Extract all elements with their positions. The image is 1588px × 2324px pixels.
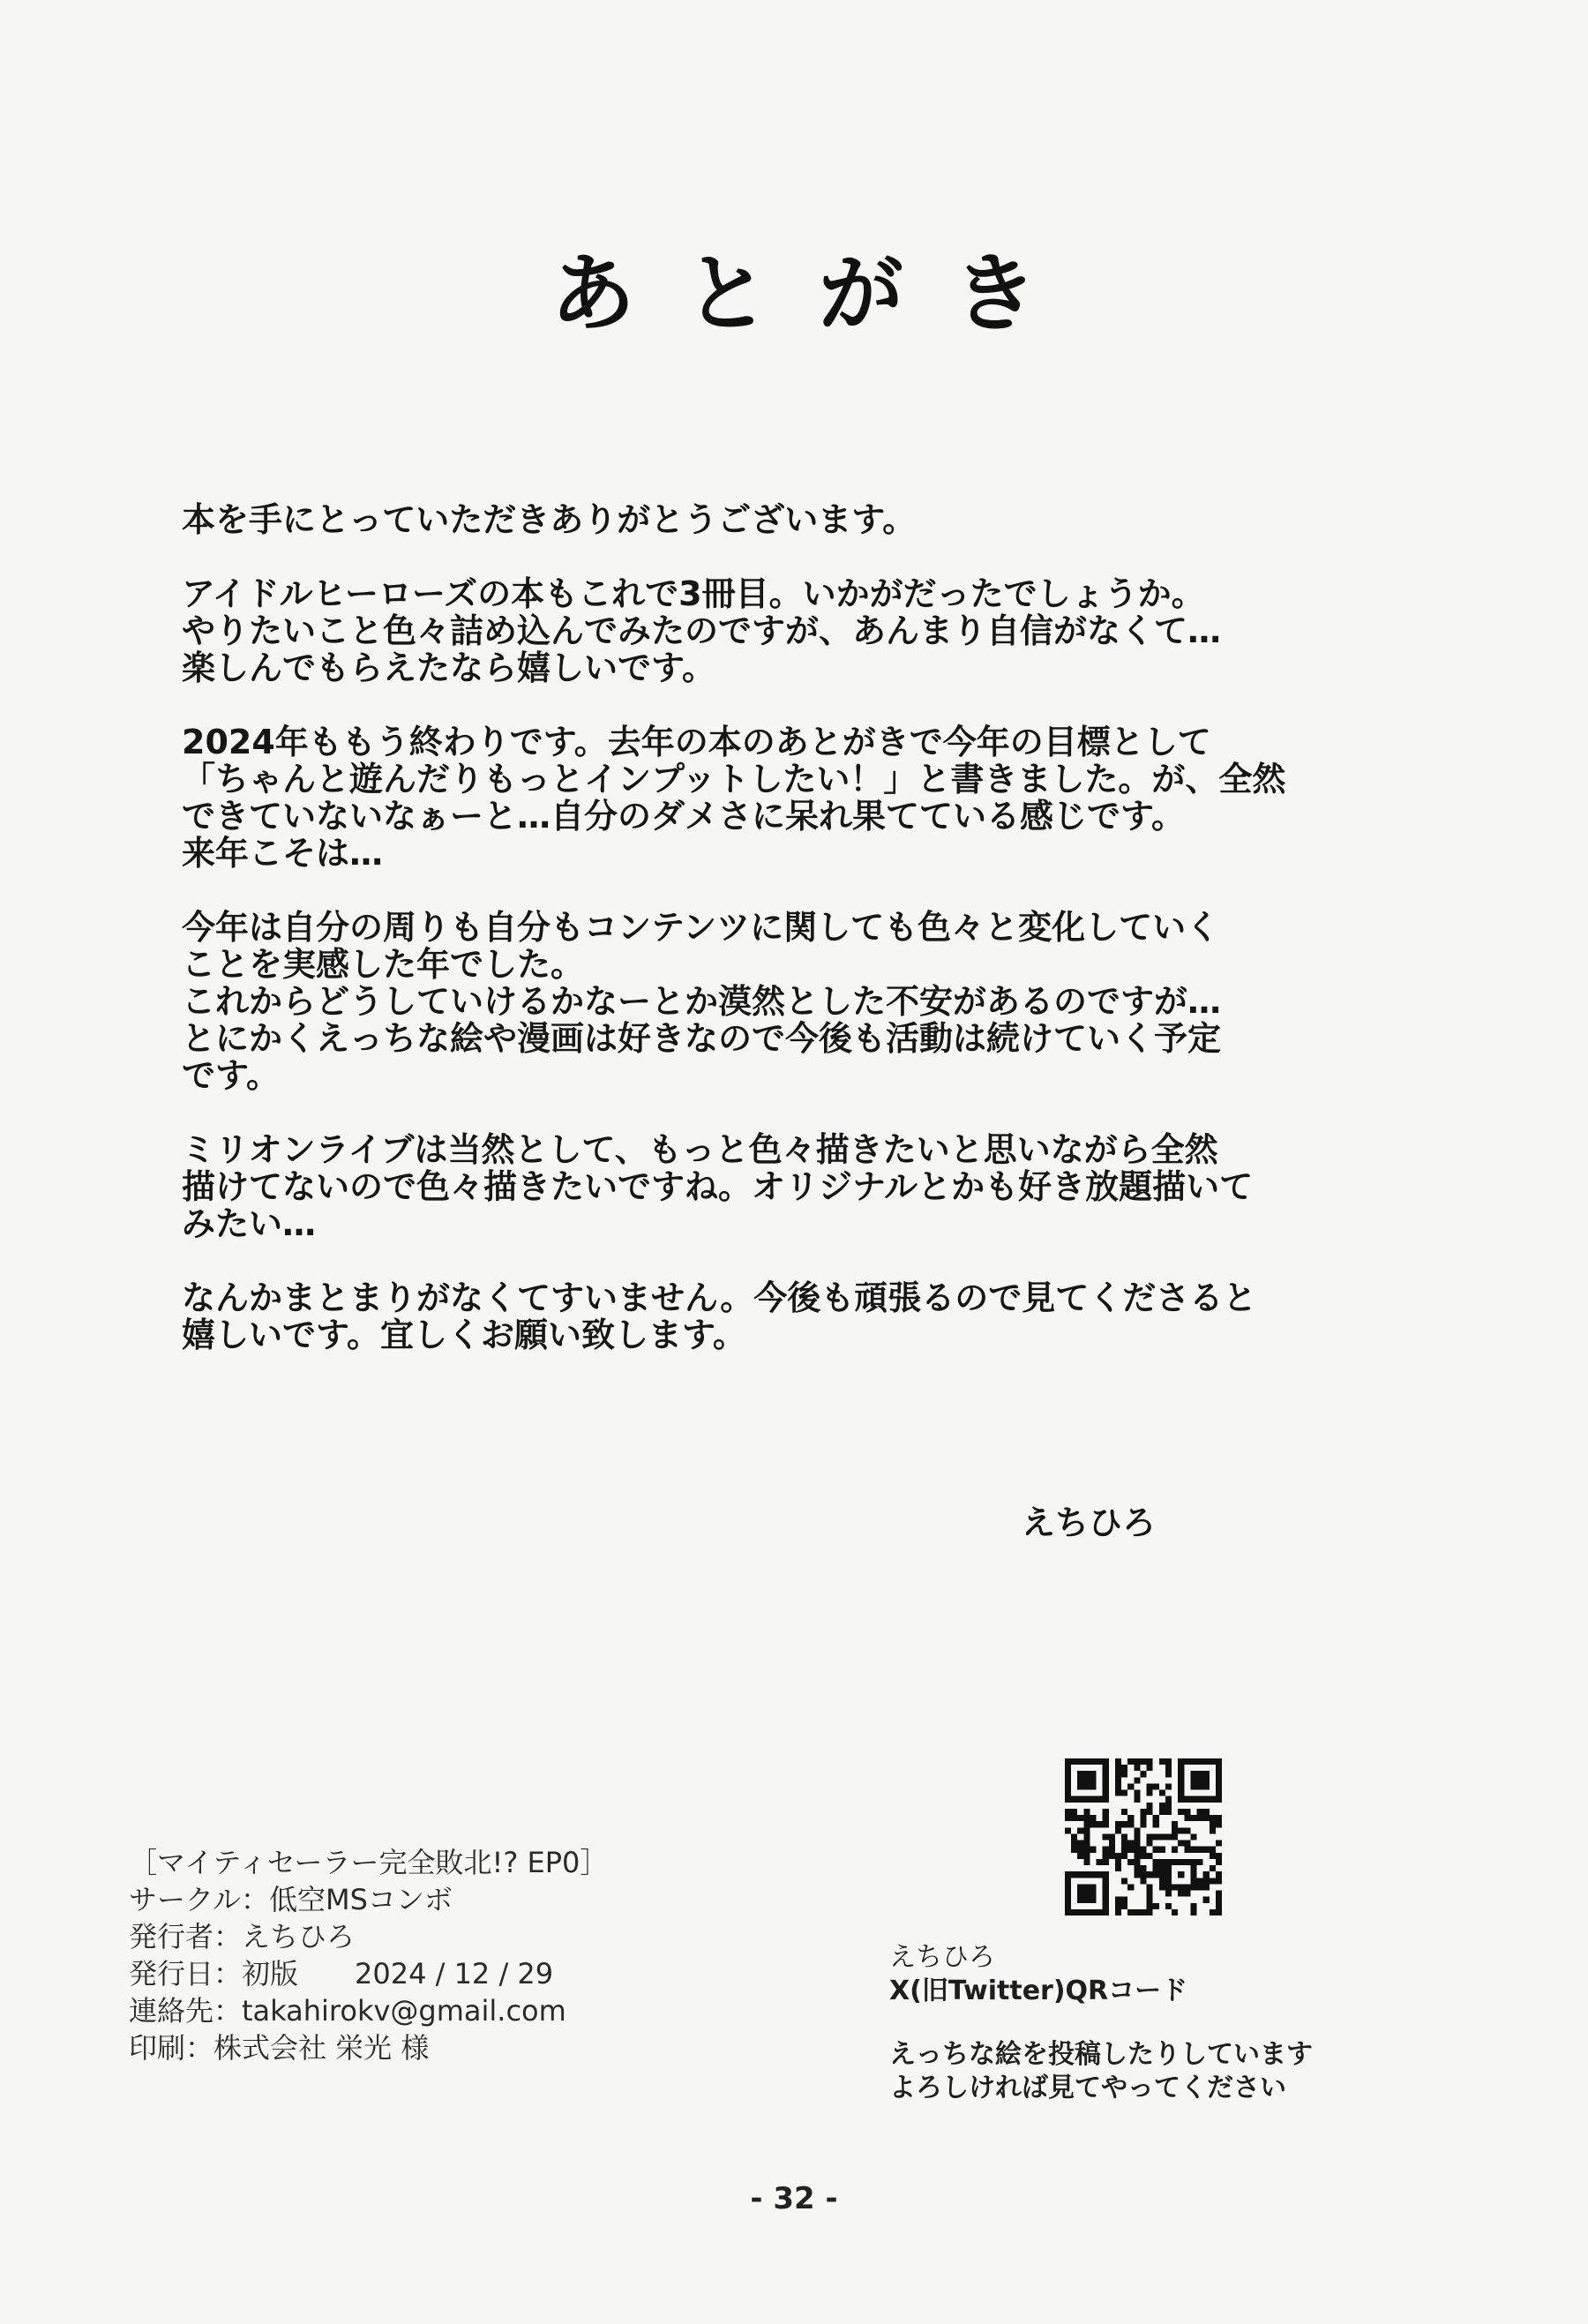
colophon-circle: サークル：低空MSコンボ bbox=[129, 1883, 453, 1916]
text-line: なんかまとまりがなくてすいません。今後も頑張るので見てくださると bbox=[182, 1278, 1257, 1317]
text-line: 2024年ももう終わりです。去年の本のあとがきで今年の目標として bbox=[182, 723, 1211, 761]
colophon-contact: 連絡先：takahirokv@gmail.com bbox=[129, 1994, 566, 2028]
paragraph-1 bbox=[182, 501, 1399, 538]
text-line: アイドルヒーローズの本もこれで3冊目。いかがだったでしょうか。 bbox=[182, 574, 1205, 613]
author-signature: えちひろ bbox=[1022, 1503, 1157, 1542]
text-line: ミリオンライブは当然として、もっと色々描きたいと思いながら全然 bbox=[182, 1130, 1218, 1169]
text-line: 楽しんでもらえたなら嬉しいです。 bbox=[182, 648, 715, 687]
paragraph-3 bbox=[182, 723, 1399, 872]
text-line: 「ちゃんと遊んだりもっとインプットしたい！」と書きました。が、全然 bbox=[182, 760, 1286, 798]
paragraph-4 bbox=[182, 909, 1399, 1094]
colophon-issue-date: 発行日：初版 2024 / 12 / 29 bbox=[129, 1957, 554, 1990]
page-number: - 32 - bbox=[750, 2181, 838, 2216]
text-line: やりたいこと色々詰め込んでみたのですが、あんまり自信がなくて… bbox=[182, 611, 1222, 650]
text-line: みたい… bbox=[182, 1204, 317, 1243]
text-line: できていないなぁーと…自分のダメさに呆れ果てている感じです。 bbox=[182, 797, 1185, 836]
qr-note-line: よろしければ見てやってください bbox=[889, 2073, 1286, 2103]
page-title: あとがき bbox=[551, 244, 1087, 343]
text-line: ことを実感した年でした。 bbox=[182, 945, 585, 984]
afterword-body bbox=[182, 501, 1399, 1391]
text-line: 来年こそは… bbox=[182, 834, 384, 873]
text-line: 今年は自分の周りも自分もコンテンツに関しても色々と変化していく bbox=[182, 908, 1220, 947]
colophon bbox=[129, 1844, 608, 2066]
paragraph-6 bbox=[182, 1279, 1399, 1353]
text-line: これからどうしていけるかなーとか漠然とした不安があるのですが… bbox=[182, 982, 1222, 1021]
text-line: 本を手にとっていただきありがとうございます。 bbox=[182, 500, 917, 539]
colophon-book-title: ［マイティセーラー完全敗北!? EP0］ bbox=[129, 1846, 609, 1879]
qr-code-icon[interactable] bbox=[1065, 1758, 1222, 1915]
qr-note bbox=[889, 2038, 1313, 2105]
paragraph-2 bbox=[182, 575, 1399, 686]
text-line: とにかくえっちな絵や漫画は好きなので今後も活動は続けていく予定 bbox=[182, 1019, 1222, 1058]
text-line: 描けてないので色々描きたいですね。オリジナルとかも好き放題描いて bbox=[182, 1167, 1254, 1206]
colophon-publisher: 発行者：えちひろ bbox=[129, 1920, 356, 1953]
text-line: 嬉しいです。宜しくお願い致します。 bbox=[182, 1316, 746, 1354]
colophon-printer: 印刷：株式会社 栄光 様 bbox=[129, 2031, 430, 2065]
text-line: です。 bbox=[182, 1056, 280, 1095]
qr-caption bbox=[889, 1941, 1187, 2008]
paragraph-5 bbox=[182, 1131, 1399, 1242]
qr-author-name: えちひろ bbox=[889, 1942, 995, 1973]
qr-label: X(旧Twitter)QRコード bbox=[889, 1975, 1188, 2006]
qr-note-line: えっちな絵を投稿したりしています bbox=[889, 2039, 1313, 2070]
